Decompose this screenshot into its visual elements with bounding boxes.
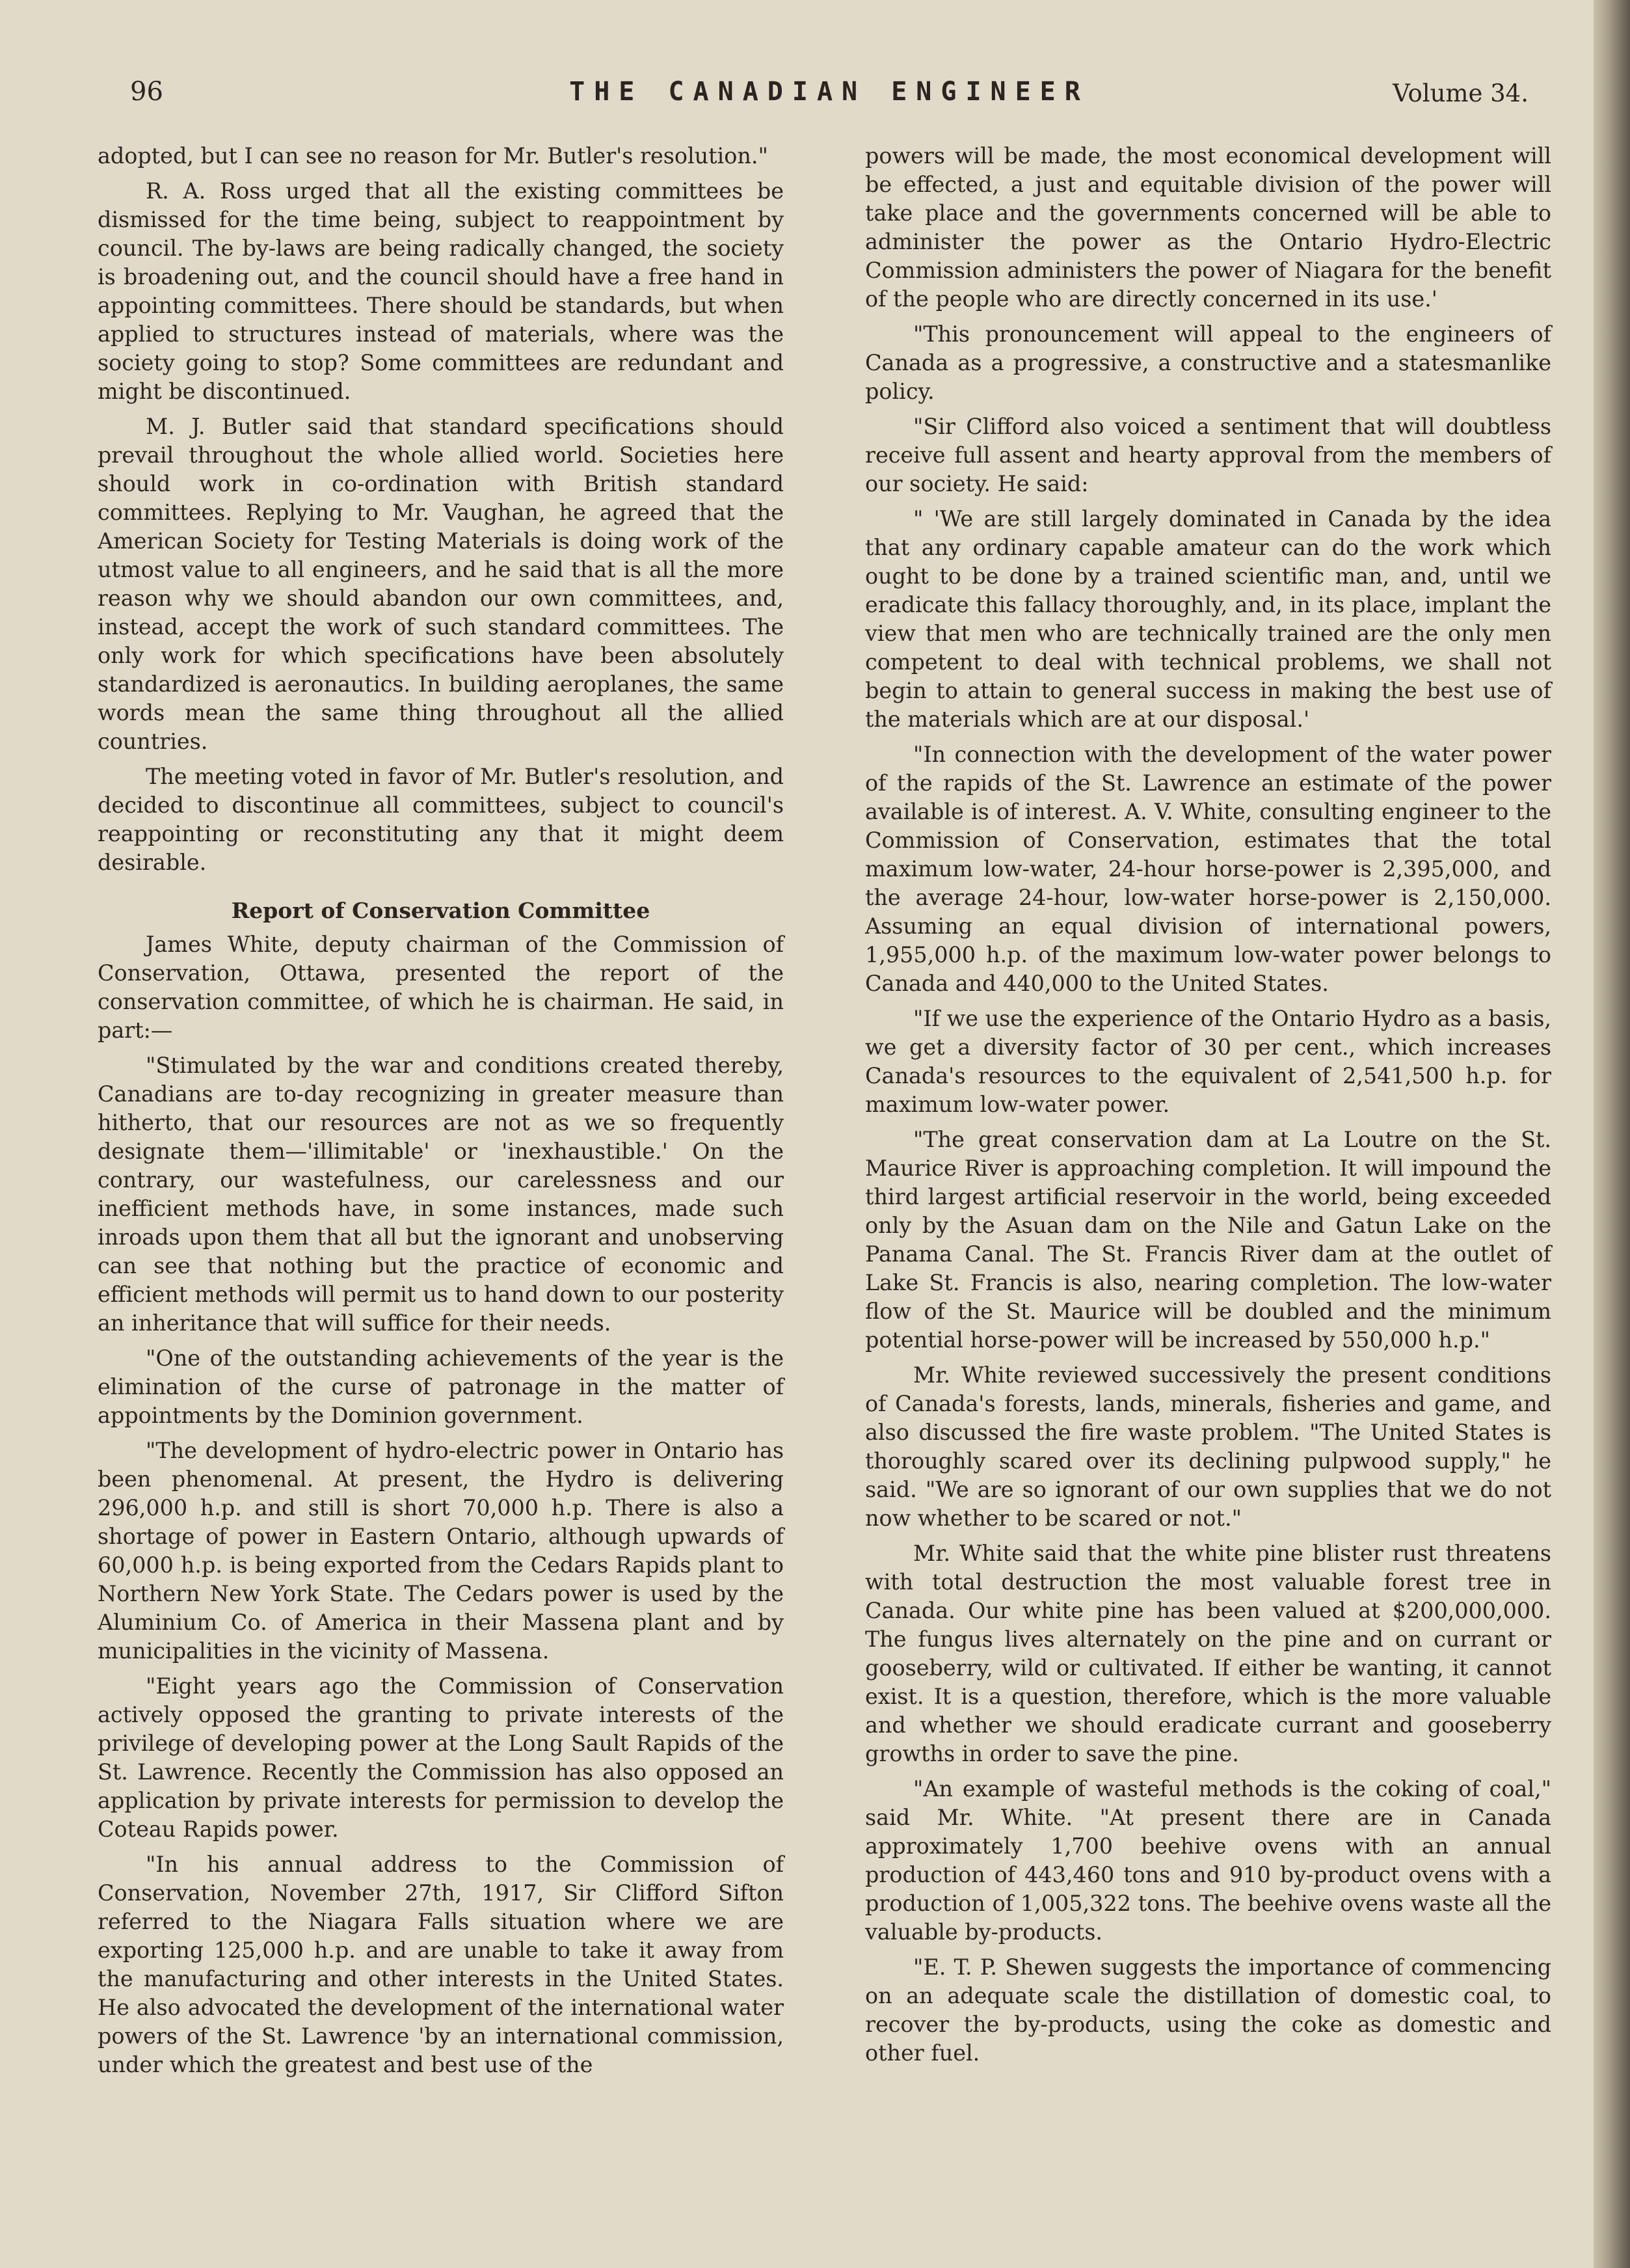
paragraph: Mr. White said that the white pine blister rust threatens with total destruction the most valuable forest tree in Canada. Our white pine has been valued at $200,000,000. The fungus lives alternately on the pine and on currant or gooseberry, wild or cultivated. If either be wanting, it cannot exist. It is a question, therefore, which is the more valuable and whether we should eradicate currant and gooseberry growths in order to save the pine. xyxy=(865,1541,1551,1766)
paragraph: "In connection with the development of the water power of the rapids of the St. Lawrence an estimate of the power available is of interest. A. V. White, consulting engineer to the Commission of Conservation, estimates that the total maximum low-water, 24-hour horse-power is 2,395,000, and the average 24-hour, low-water horse-power is 2,150,000. Assuming an equal division of international powers, 1,955,000 h.p. of the maximum low-water power belongs to Canada and 440,000 to the United States. xyxy=(865,742,1551,996)
paragraph: "E. T. P. Shewen suggests the importance of commencing on an adequate scale the distillation of domestic coal, to recover the by-products, using the coke as domestic and other fuel. xyxy=(865,1954,1551,2066)
paragraph: "If we use the experience of the Ontario Hydro as a basis, we get a diversity factor of 30 per cent., which increases Canada's resources to the equivalent of 2,541,500 h.p. for maximum low-water power. xyxy=(865,1006,1551,1117)
left-column xyxy=(98,142,784,2086)
paragraph: The meeting voted in favor of Mr. Butler's resolution, and decided to discontinue all committees, subject to council's reappointing or reconstituting any that it might deem desirable. xyxy=(98,764,784,875)
paragraph: "An example of wasteful methods is the coking of coal," said Mr. White. "At present there are in Canada approximately 1,700 beehive ovens with an annual production of 443,460 tons and 910 by-product ovens with a production of 1,005,322 tons. The beehive ovens waste all the valuable by-products. xyxy=(865,1776,1551,1945)
journal-title: THE CANADIAN ENGINEER xyxy=(569,77,1089,107)
page-header xyxy=(130,77,1529,122)
paragraph: adopted, but I can see no reason for Mr. Butler's resolution." xyxy=(98,143,768,169)
right-column xyxy=(865,142,1551,2074)
paragraph: "Sir Clifford also voiced a sentiment that will doubtless receive full assent and hearty approval from the members of our society. He said: xyxy=(865,414,1551,496)
volume-label: Volume 34. xyxy=(1393,79,1529,107)
paragraph: "The great conservation dam at La Loutre on the St. Maurice River is approaching completion. It will impound the third largest artificial reservoir in the world, being exceeded only by the Asuan dam on the Nile and Gatun Lake on the Panama Canal. The St. Francis River dam at the outlet of Lake St. Francis is also, nearing completion. The low-water flow of the St. Maurice will be doubled and the minimum potential horse-power will be increased by 550,000 h.p." xyxy=(865,1127,1551,1353)
paragraph: M. J. Butler said that standard specifications should prevail throughout the whole allied world. Societies here should work in co-ordination with British standard committees. Replying to Mr. Vaughan, he agreed that the American Society for Testing Materials is doing work of the utmost value to all engineers, and he said that is all the more reason why we should abandon our own committees, and, instead, accept the work of such standard committees. The only work for which specifications have been absolutely standardized is aeronautics. In building aeroplanes, the same words mean the same thing throughout all the allied countries. xyxy=(98,414,784,754)
paragraph: R. A. Ross urged that all the existing committees be dismissed for the time being, subject to reappointment by council. The by-laws are being radically changed, the society is broadening out, and the council should have a free hand in appointing committees. There should be standards, but when applied to structures instead of materials, where was the society going to stop? Some committees are redundant and might be discontinued. xyxy=(98,178,784,404)
paragraph: James White, deputy chairman of the Commission of Conservation, Ottawa, presented the report of the conservation committee, of which he is chairman. He said, in part:— xyxy=(98,932,784,1043)
paragraph: "Stimulated by the war and conditions created thereby, Canadians are to-day recognizing in greater measure than hitherto, that our resources are not as we so frequently designate them—'illimitable' or 'inexhaustible.' On the contrary, our wastefulness, our carelessness and our inefficient methods have, in some instances, made such inroads upon them that all but the ignorant and unobserving can see that nothing but the practice of economic and efficient methods will permit us to hand down to our posterity an inheritance that will suffice for their needs. xyxy=(98,1053,784,1336)
paragraph: "In his annual address to the Commission of Conservation, November 27th, 1917, Sir Clifford Sifton referred to the Niagara Falls situation where we are exporting 125,000 h.p. and are unable to take it away from the manufacturing and other interests in the United States. He also advocated the development of the international water powers of the St. Lawrence 'by an international commission, under which the greatest and best use of the xyxy=(98,1852,784,2077)
section-heading: Report of Conservation Committee xyxy=(231,898,650,923)
page-binding-edge xyxy=(1594,0,1630,2268)
paragraph: "Eight years ago the Commission of Conservation actively opposed the granting to private interests of the privilege of developing power at the Long Sault Rapids of the St. Lawrence. Recently the Commission has also opposed an application by private interests for permission to develop the Coteau Rapids power. xyxy=(98,1673,784,1842)
page-number: 96 xyxy=(130,77,163,107)
paragraph: Mr. White reviewed successively the present conditions of Canada's forests, lands, minerals, fisheries and game, and also discussed the fire waste problem. "The United States is thoroughly scared over its declining pulpwood supply," he said. "We are so ignorant of our own supplies that we do not now whether to be scared or not." xyxy=(865,1362,1551,1531)
paragraph: powers will be made, the most economical development will be effected, a just and equitable division of the power will take place and the governments concerned will be able to administer the power as the Ontario Hydro-Electric Commission administers the power of Niagara for the benefit of the people who are directly concerned in its use.' xyxy=(865,143,1551,312)
paragraph: "This pronouncement will appeal to the engineers of Canada as a progressive, a constructive and a statesmanlike policy. xyxy=(865,321,1551,404)
paragraph: " 'We are still largely dominated in Canada by the idea that any ordinary capable amateur can do the work which ought to be done by a trained scientific man, and, until we eradicate this fallacy thoroughly, and, in its place, implant the view that men who are technically trained are the only men competent to deal with technical problems, we shall not begin to attain to general success in making the best use of the materials which are at our disposal.' xyxy=(865,506,1551,732)
paragraph: "The development of hydro-electric power in Ontario has been phenomenal. At present, the Hydro is delivering 296,000 h.p. and still is short 70,000 h.p. There is also a shortage of power in Eastern Ontario, although upwards of 60,000 h.p. is being exported from the Cedars Rapids plant to Northern New York State. The Cedars power is used by the Aluminium Co. of America in their Massena plant and by municipalities in the vicinity of Massena. xyxy=(98,1438,784,1664)
paragraph: "One of the outstanding achievements of the year is the elimination of the curse of patronage in the matter of appointments by the Dominion government. xyxy=(98,1345,784,1428)
